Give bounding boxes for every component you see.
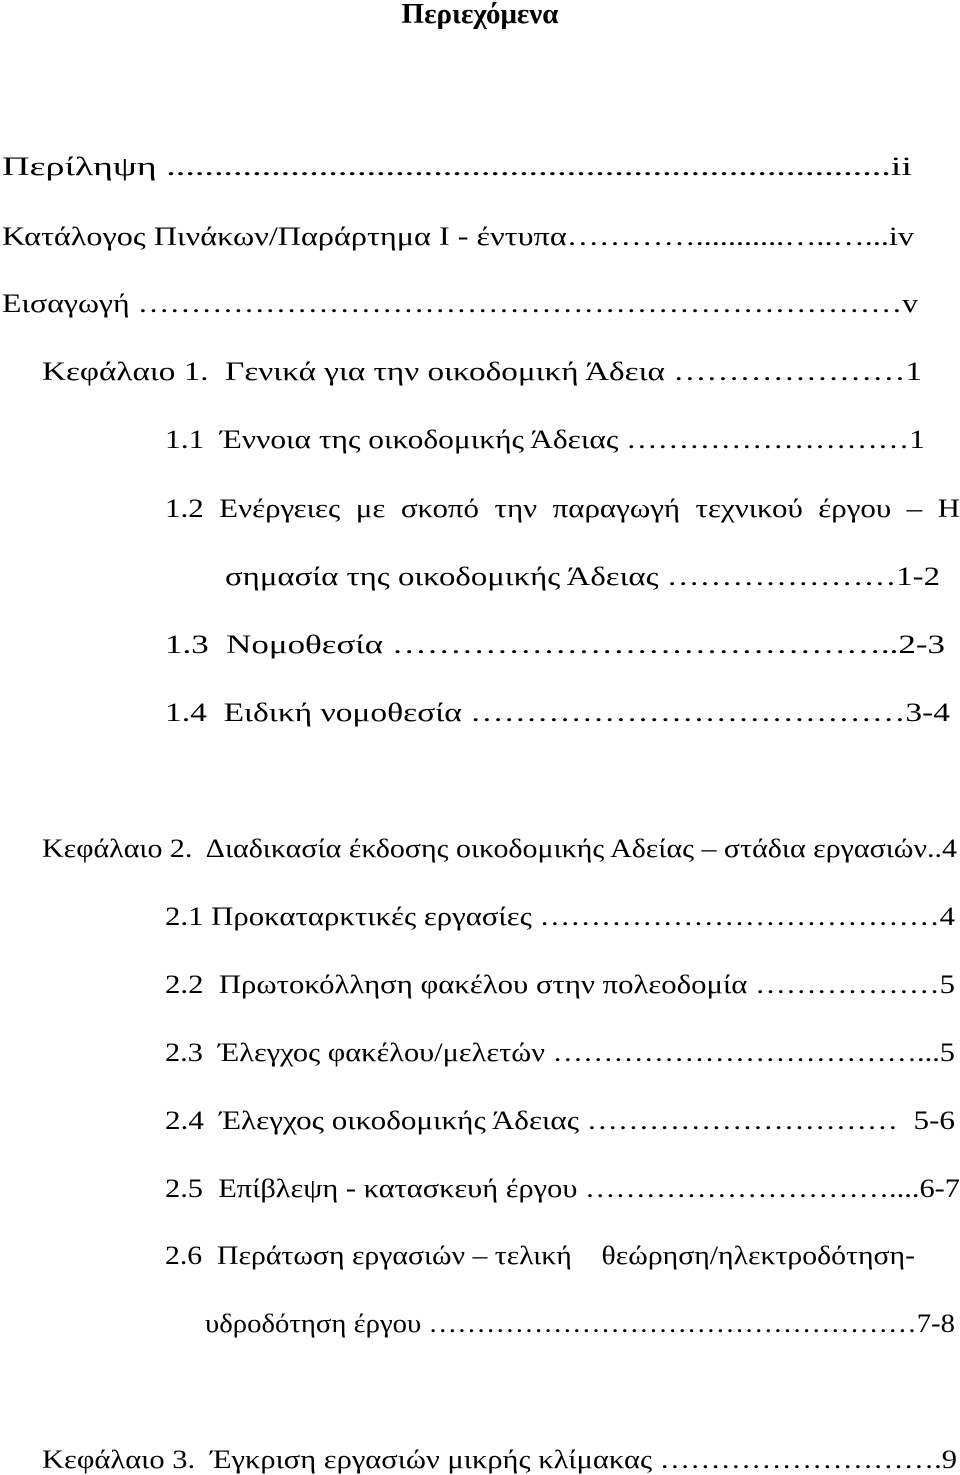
toc-entry-text: Κεφάλαιο 3. Έγκριση εργασιών μικρής κλίμακας ……………………….9 (42, 1445, 957, 1474)
toc-entry-section-1-3[interactable] (165, 630, 945, 660)
toc-entry-section-2-3[interactable] (165, 1038, 955, 1068)
toc-entry-chapter-3[interactable] (42, 1445, 957, 1475)
toc-entry-text: Κεφάλαιο 2. Διαδικασία έκδοσης οικοδομικής Αδείας – στάδια εργασιών..4 (42, 834, 957, 863)
toc-entry-text: Περίληψη ............................................................................ii (2, 152, 912, 181)
page-title: Περιεχόμενα (401, 0, 559, 30)
toc-entry-katalogos[interactable] (2, 222, 914, 252)
toc-entry-eisagogi[interactable] (2, 289, 918, 319)
toc-entry-section-2-6-continued[interactable] (205, 1309, 955, 1339)
toc-entry-section-1-2[interactable] (165, 494, 960, 524)
toc-entry-section-2-2[interactable] (165, 970, 955, 1000)
toc-entry-text: 2.4 Έλεγχος οικοδομικής Άδειας ………………………… 5-6 (165, 1106, 955, 1135)
toc-entry-text: Κεφάλαιο 1. Γενικά για την οικοδομική Άδεια …………………1 (42, 357, 922, 386)
toc-entry-text: υδροδότηση έργου ……………………………………………7-8 (205, 1309, 956, 1338)
toc-entry-section-2-6[interactable] (165, 1241, 915, 1271)
toc-entry-perilipsi[interactable] (2, 152, 912, 182)
toc-entry-chapter-2[interactable] (42, 834, 957, 864)
toc-entry-text: 2.2 Πρωτοκόλληση φακέλου στην πολεοδομία ………………5 (165, 970, 955, 999)
toc-entry-text: 1.3 Νομοθεσία ……………………………………..2-3 (165, 630, 945, 659)
toc-entry-text: σημασία της οικοδομικής Άδειας …………………1-2 (225, 562, 940, 591)
toc-entry-section-1-4[interactable] (165, 698, 950, 728)
toc-entry-section-2-5[interactable] (165, 1174, 960, 1204)
toc-entry-text: Κατάλογος Πινάκων/Παράρτημα Ι - έντυπα…………...........…..…...iv (2, 222, 914, 251)
toc-entry-section-1-2-continued[interactable] (225, 562, 940, 592)
toc-entry-section-1-1[interactable] (165, 425, 925, 455)
toc-entry-section-2-4[interactable] (165, 1106, 955, 1136)
toc-entry-text: 1.4 Ειδική νομοθεσία …………………………………3-4 (165, 698, 950, 727)
toc-entry-section-2-1[interactable] (165, 902, 955, 932)
toc-entry-text: 2.1 Προκαταρκτικές εργασίες …………………………………4 (165, 902, 955, 931)
toc-entry-text: 1.2 Ενέργειες με σκοπό την παραγωγή τεχνικού έργου – Η (165, 494, 960, 523)
toc-entry-text: 2.3 Έλεγχος φακέλου/μελετών ………………………………...5 (165, 1038, 955, 1067)
toc-entry-text: 1.1 Έννοια της οικοδομικής Άδειας ………………………1 (165, 425, 925, 454)
toc-entry-chapter-1[interactable] (42, 357, 922, 387)
toc-entry-text: Εισαγωγή ………………………………………………………………v (2, 289, 918, 318)
toc-entry-text: 2.5 Επίβλεψη - κατασκευή έργου …………………………....6-7 (165, 1174, 960, 1203)
toc-entry-text: 2.6 Περάτωση εργασιών – τελική θεώρηση/ηλεκτροδότηση- (165, 1241, 915, 1270)
